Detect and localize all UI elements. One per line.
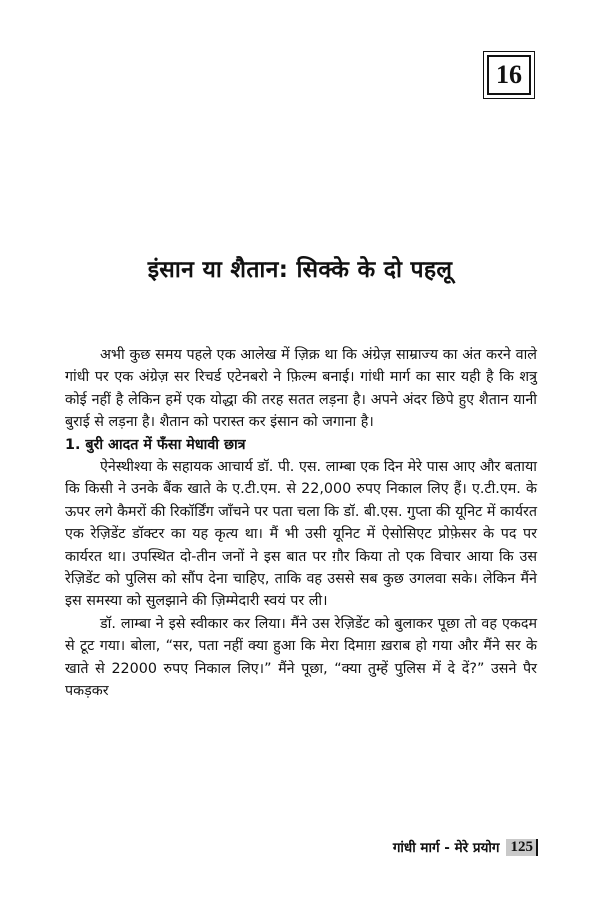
- body-text: [65, 344, 537, 703]
- page-number: 125: [506, 839, 539, 856]
- section-heading: 1. बुरी आदत में फँसा मेधावी छात्र: [65, 436, 246, 453]
- section-paragraph: डॉ. लाम्बा ने इसे स्वीकार कर लिया। मैंने उस रेज़िडेंट को बुलाकर पूछा तो वह एकदम से टूट गया। बोला, “सर, पता नहीं क्या हुआ कि मेरा दिमाग़ ख़राब हो गया और मैंने सर के खाते से 22000 रुपए निकाल लिए।” मैंने पूछा, “क्या तुम्हें पुलिस में दे दें?” उसने पैर पकड़कर: [65, 615, 537, 700]
- footer-book-title: गांधी मार्ग - मेरे प्रयोग: [392, 840, 500, 856]
- chapter-number: 16: [496, 60, 522, 89]
- page-footer: [393, 838, 538, 856]
- chapter-number-box: [487, 55, 531, 95]
- section-paragraph: ऐनेस्थीश्या के सहायक आचार्य डॉ. पी. एस. लाम्बा एक दिन मेरे पास आए और बताया कि किसी ने उनके बैंक खाते के ए.टी.एम. से 22,000 रुपए निकाल लिए हैं। ए.टी.एम. के ऊपर लगे कैमरों की रिकॉर्डिंग जाँचने पर पता चला कि डॉ. बी.एस. गुप्ता की यूनिट में कार्यरत एक रेज़िडेंट डॉक्टर का यह कृत्य था। मैं भी उसी यूनिट में ऐसोसिएट प्रोफ़ेसर के पद पर कार्यरत था। उपस्थित दो-तीन जनों ने इस बात पर ग़ौर किया तो एक विचार आया कि उस रेज़िडेंट को पुलिस को सौंप देना चाहिए, ताकि वह उससे सब कुछ उगलवा सके। लेकिन मैंने इस समस्या को सुलझाने की ज़िम्मेदारी स्वयं पर ली।: [65, 459, 537, 610]
- intro-paragraph: अभी कुछ समय पहले एक आलेख में ज़िक्र था कि अंग्रेज़ साम्राज्य का अंत करने वाले गांधी पर एक अंग्रेज़ सर रिचर्ड एटेनबरो ने फ़िल्म बनाई। गांधी मार्ग का सार यही है कि शत्रु कोई नहीं है लेकिन हमें एक योद्धा की तरह सतत लड़ना है। अपने अंदर छिपे हुए शैतान यानी बुराई से लड़ना है। शैतान को परास्त कर इंसान को जगाना है।: [65, 347, 537, 431]
- chapter-title: इंसान या शैतान: सिक्के के दो पहलू: [147, 257, 453, 283]
